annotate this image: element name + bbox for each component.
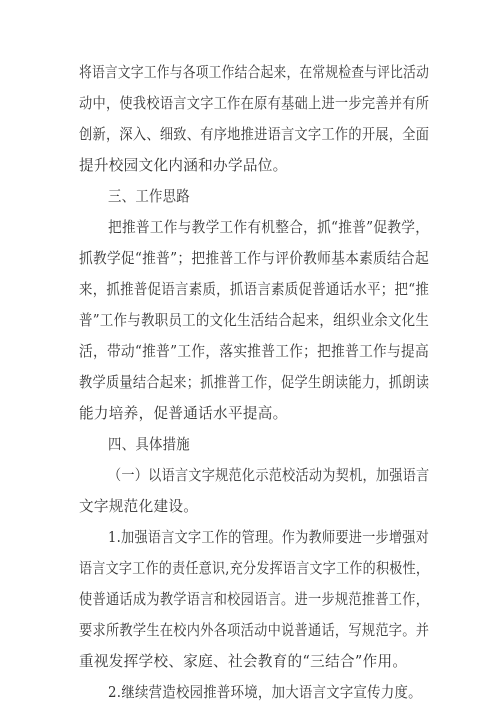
numbered-item-2: 2.继续营造校园推普环境，加大语言文字宣传力度。 — [108, 684, 422, 701]
body-text-line: 抓教学促“推普”；把推普工作与评价教师基本素质结合起 — [79, 250, 429, 267]
body-text-line: 将语言文字工作与各项工作结合起来，在常规检查与评比活动 — [79, 64, 430, 81]
section-heading-specific-measures: 四、具体措施 — [108, 436, 190, 453]
body-text-line: 活，带动“推普”工作，落实推普工作；把推普工作与提高 — [79, 343, 429, 360]
body-text-line: 能力培养，促普通话水平提高。 — [79, 405, 288, 422]
body-text-line: 把推普工作与教学工作有机整合，抓“推普”促教学， — [108, 219, 430, 236]
body-text-line: （一）以语言文字规范化示范校活动为契机，加强语言 — [108, 467, 430, 484]
body-text-line: 来，抓推普促语言素质，抓语言素质促普通话水平；把“推 — [79, 281, 430, 298]
body-text-line: 提升校园文化内涵和办学品位。 — [79, 157, 288, 174]
body-text-line: 创新，深入、细致、有序地推进语言文字工作的开展，全面 — [79, 126, 430, 143]
body-text-line: 语言文字工作的责任意识,充分发挥语言文字工作的积极性， — [79, 560, 430, 577]
body-text-line: 文字规范化建设。 — [79, 498, 199, 515]
body-text-line: 普”工作与教职员工的文化生活结合起来，组织业余文化生 — [79, 312, 430, 329]
section-heading-work-approach: 三、工作思路 — [108, 188, 190, 205]
body-text-line: 动中，使我校语言文字工作在原有基础上进一步完善并有所 — [79, 95, 430, 112]
body-text-line: 重视发挥学校、家庭、社会教育的“三结合”作用。 — [79, 653, 408, 670]
body-text-line: 教学质量结合起来；抓推普工作，促学生朗读能力，抓朗读 — [79, 374, 430, 391]
numbered-item-1: 1.加强语言文字工作的管理。作为教师要进一步增强对 — [108, 529, 430, 546]
body-text-line: 要求所教学生在校内外各项活动中说普通话，写规范字。并 — [79, 622, 430, 639]
body-text-line: 使普通话成为教学语言和校园语言。进一步规范推普工作， — [79, 591, 430, 608]
